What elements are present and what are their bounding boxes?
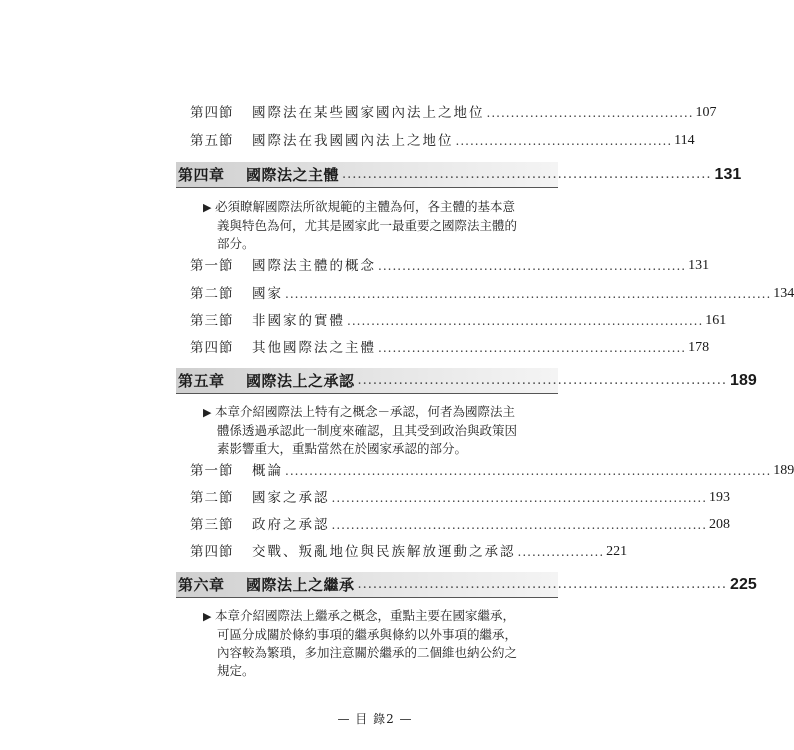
summary-line: 可區分成關於條約事項的繼承與條約以外事項的繼承， xyxy=(217,627,518,642)
chapter-page-number: 131 xyxy=(714,165,742,183)
leader-dots: ........................................... xyxy=(486,106,694,120)
leader-dots: .................. xyxy=(517,545,605,559)
section-title: 國家 xyxy=(252,286,283,302)
leader-dots: ........................................................................ xyxy=(357,577,728,592)
section-title: 國際法在某些國家國內法上之地位 xyxy=(252,105,485,121)
leader-dots: ........................................................................ xyxy=(342,167,712,182)
leader-dots: ................................................................ xyxy=(378,259,687,273)
summary-line: 部分。 xyxy=(217,236,255,251)
section-title: 國際法主體的概念 xyxy=(252,258,376,274)
summary-line: 規定。 xyxy=(217,663,255,678)
toc-chapter-heading[interactable] xyxy=(176,368,757,394)
leader-dots: .......................................................................... xyxy=(347,314,704,328)
toc-section-row[interactable] xyxy=(190,512,731,534)
section-number: 第三節 xyxy=(190,313,234,329)
toc-chapter-heading[interactable] xyxy=(176,162,742,188)
section-number: 第五節 xyxy=(190,133,234,149)
toc-section-row[interactable] xyxy=(190,485,731,507)
toc-section-row[interactable] xyxy=(190,281,794,303)
leader-dots: ........................................................................ xyxy=(357,373,728,388)
leader-dots: ................................................................ xyxy=(378,341,687,355)
page-footer: — 目 錄2 — xyxy=(337,712,413,726)
section-title: 國際法在我國國內法上之地位 xyxy=(252,133,454,149)
section-page-number: 114 xyxy=(674,133,695,148)
chapter-number: 第四章 xyxy=(178,166,225,184)
arrow-bullet-icon: ▶ xyxy=(203,201,212,214)
section-page-number: 193 xyxy=(709,490,731,505)
leader-dots: .............................................................................. xyxy=(331,491,708,505)
section-number: 第四節 xyxy=(190,340,234,356)
toc-section-row[interactable] xyxy=(190,253,710,275)
section-title: 概論 xyxy=(252,463,283,479)
section-number: 第一節 xyxy=(190,258,234,274)
leader-dots: .............................................................................. xyxy=(331,518,708,532)
arrow-bullet-icon: ▶ xyxy=(203,610,212,623)
chapter-summary xyxy=(203,198,543,253)
toc-section-row[interactable] xyxy=(190,308,727,330)
chapter-title: 國際法上之繼承 xyxy=(246,576,355,594)
section-page-number: 221 xyxy=(606,544,628,559)
chapter-number: 第六章 xyxy=(178,576,225,594)
chapter-page-number: 189 xyxy=(730,371,757,389)
toc-section-row[interactable] xyxy=(190,539,628,561)
chapter-summary xyxy=(203,607,543,680)
leader-dots: ..................................................................................................... xyxy=(285,464,772,478)
section-number: 第二節 xyxy=(190,286,234,302)
summary-line: 素影響重大，重點當然在於國家承認的部分。 xyxy=(217,441,468,456)
section-title: 國家之承認 xyxy=(252,490,330,506)
section-title: 非國家的實體 xyxy=(252,313,345,329)
chapter-title: 國際法上之承認 xyxy=(246,372,355,390)
section-page-number: 131 xyxy=(688,258,710,273)
section-number: 第三節 xyxy=(190,517,234,533)
chapter-title: 國際法之主體 xyxy=(246,166,340,184)
summary-line: ▶ 必須瞭解國際法所欲規範的主體為何，各主體的基本意 xyxy=(203,198,543,217)
section-page-number: 189 xyxy=(773,463,794,478)
section-number: 第一節 xyxy=(190,463,234,479)
section-page-number: 208 xyxy=(709,517,731,532)
chapter-number: 第五章 xyxy=(178,372,225,390)
chapter-page-number: 225 xyxy=(730,575,757,593)
summary-line: 義與特色為何，尤其是國家此一最重要之國際法主體的 xyxy=(217,218,518,233)
section-number: 第二節 xyxy=(190,490,234,506)
toc-section-row[interactable] xyxy=(190,128,695,150)
section-title: 交戰、叛亂地位與民族解放運動之承認 xyxy=(252,544,516,560)
summary-line: ▶ 本章介紹國際法上繼承之概念，重點主要在國家繼承， xyxy=(203,607,543,626)
section-page-number: 161 xyxy=(705,313,727,328)
summary-line: 內容較為繁瑣，多加注意關於繼承的二個維也納公約之 xyxy=(217,645,518,660)
toc-section-row[interactable] xyxy=(190,335,710,357)
section-title: 政府之承認 xyxy=(252,517,330,533)
summary-line: 體係透過承認此一制度來確認，且其受到政治與政策因 xyxy=(217,423,518,438)
toc-section-row[interactable] xyxy=(190,458,794,480)
section-number: 第四節 xyxy=(190,105,234,121)
toc-section-row[interactable] xyxy=(190,100,717,122)
leader-dots: ............................................. xyxy=(455,134,673,148)
section-title: 其他國際法之主體 xyxy=(252,340,376,356)
chapter-summary xyxy=(203,403,543,458)
leader-dots: ..................................................................................................... xyxy=(285,287,772,301)
section-page-number: 178 xyxy=(688,340,710,355)
section-page-number: 134 xyxy=(773,286,794,301)
summary-line: ▶ 本章介紹國際法上特有之概念－承認，何者為國際法主 xyxy=(203,403,543,422)
toc-chapter-heading[interactable] xyxy=(176,572,757,598)
section-page-number: 107 xyxy=(695,105,717,120)
arrow-bullet-icon: ▶ xyxy=(203,406,212,419)
section-number: 第四節 xyxy=(190,544,234,560)
